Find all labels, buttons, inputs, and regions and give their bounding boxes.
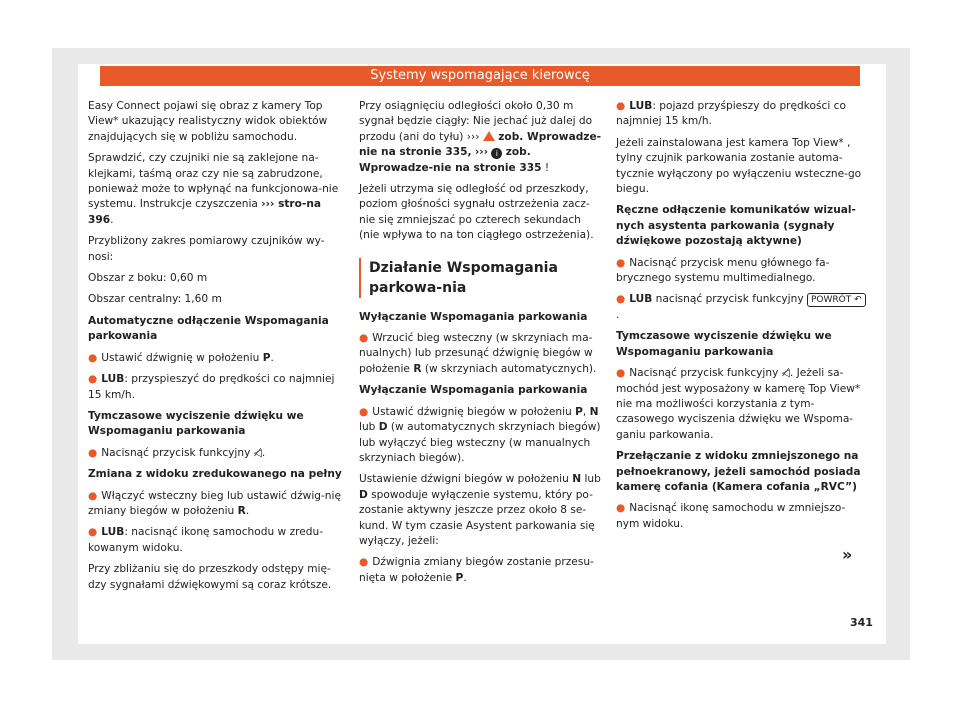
bullet-icon: ● [88,489,98,502]
bullet-icon: ● [616,100,626,112]
bullet-item: ● Ustawić dźwignię w położeniu P. [88,351,274,364]
subheading: Przełączanie z widoku zmniejszonego na pełnoekranowy, jeżeli samochód posiada kamerę cofania (Kamera cofania „RVC”) [616,450,861,493]
paragraph-text: Sprawdzić, czy czujniki nie są zaklejone na-klejkami, taśmą oraz czy nie są zabrudzone, ponieważ może to wpłynąć na funkcjonowa-nie systemu. Instrukcje czyszczenia [88,152,339,211]
continue-marker: » [842,545,853,564]
bullet-icon: ● [616,502,626,515]
bullet-item: ● LUB: przyspieszyć do prędkości co najmniej 15 km/h. [88,373,335,401]
bullet-item: ● Ustawić dźwignię biegów w położeniu P, N lub D (w automatycznych skrzyniach biegów) lub wyłączyć bieg wsteczny (w manualnych skrzyniach biegów). [359,405,601,464]
subheading: Tymczasowe wyciszenie dźwięku we Wspomaganiu parkowania [616,330,832,358]
bullet-icon: ● [616,367,626,380]
column-1 [88,99,346,599]
subheading: Automatyczne odłączenie Wspomagania parkowania [88,314,329,343]
cross-reference-link[interactable]: ››› stro-na 396 [88,198,322,226]
bullet-icon: ● [616,256,626,269]
section-heading: Działanie Wspomagania parkowa-nia [359,258,604,298]
info-icon: i [491,148,502,159]
bullet-item: ● Nacisnąć przycisk funkcyjny ◁̸. [88,446,266,459]
subheading: Wyłączanie Wspomagania parkowania [359,384,588,397]
warning-icon [483,131,495,141]
cross-reference-link[interactable]: zob. Wprowadze-nie na stronie 335 [359,146,542,174]
bullet-item: ● Wrzucić bieg wsteczny (w skrzyniach ma-nualnych) lub przesunąć dźwignię biegów w położenie R (w skrzyniach automatycznych). [359,332,597,375]
page-number: 341 [850,616,873,629]
paragraph: Sprawdzić, czy czujniki nie są zaklejone na-klejkami, taśmą oraz czy nie są zabrudzone, ponieważ może to wpłynąć na funkcjonowa-nie systemu. Instrukcje czyszczenia ››› stro-na 396. [88,152,339,226]
column-2 [359,99,604,592]
bullet-item: ● Nacisnąć przycisk menu głównego fa-brycznego systemu multimedialnego. [616,256,830,285]
paragraph: Jeżeli zainstalowana jest kamera Top View* , tylny czujnik parkowania zostanie automa-tycznie wyłączony po wyłączeniu wsteczne-go biegu. [616,136,862,196]
paragraph: Obszar z boku: 0,60 m [88,272,208,285]
cross-reference-link[interactable]: zob. Wprowadze-nie na stronie 335, [359,130,602,159]
paragraph: Przy zbliżaniu się do przeszkody odstępy mię-dzy sygnałami dźwiękowymi są coraz krótsze. [88,563,332,591]
bullet-icon: ● [359,332,369,345]
bullet-item: ● LUB: pojazd przyśpieszy do prędkości co najmniej 15 km/h. [616,100,846,128]
subheading: Wyłączanie Wspomagania parkowania [359,310,588,323]
back-key-icon: POWRÓT ↶ [807,293,866,307]
paragraph: Przybliżony zakres pomiarowy czujników wy-nosi: [88,235,325,263]
paragraph: Przy osiągnięciu odległości około 0,30 m sygnał będzie ciągły: Nie jechać już dalej do przodu (ani do tyłu) ››› zob. Wprowadze-nie na stronie 335, ››› i zob. Wprowadze-nie na stronie 335 ! [359,100,602,174]
bullet-item: ● LUB: nacisnąć ikonę samochodu w zredu-kowanym widoku. [88,526,324,554]
subheading: Tymczasowe wyciszenie dźwięku we Wspomaganiu parkowania [88,409,304,438]
subheading: Zmiana z widoku zredukowanego na pełny [88,468,342,481]
bullet-icon: ● [88,351,98,364]
paragraph: Ustawienie dźwigni biegów w położeniu N lub D spowoduje wyłączenie systemu, który po-zostanie aktywny jeszcze przez około 8 se-kund. W tym czasie Asystent parkowania się wyłączy, jeżeli: [359,473,601,547]
column-3 [616,99,866,538]
bullet-item: ● Dźwignia zmiany biegów zostanie przesu-nięta w położenie P. [359,556,594,584]
bullet-icon: ● [88,373,98,386]
bullet-item: ● Nacisnąć przycisk funkcyjny ◁̸. Jeżeli sa-mochód jest wyposażony w kamerę Top View* nie ma możliwości korzystania z tym-czasowego wyciszenia dźwięku we Wspoma-ganiu parkowania. [616,367,861,441]
bullet-icon: ● [88,446,98,459]
bullet-item: ● LUB nacisnąć przycisk funkcyjny POWRÓT ↶. [616,292,866,323]
bullet-icon: ● [359,405,369,418]
bullet-item: ● Nacisnąć ikonę samochodu w zmniejszo-nym widoku. [616,502,846,530]
page-header: Systemy wspomagające kierowcę [100,66,860,86]
paragraph: Jeżeli utrzyma się odległość od przeszkody, poziom głośności sygnału ostrzeżenia zacz-nie się zmniejszać po czterech sekundach (nie wpływa to na ton ciągłego ostrzeżenia). [359,183,594,242]
paragraph: Easy Connect pojawi się obraz z kamery Top View* ukazujący realistyczny widok obiektów znajdujących się w pobliżu samochodu. [88,100,328,143]
subheading: Ręczne odłączenie komunikatów wizual-nych asystenta parkowania (sygnały dźwiękowe pozostają aktywne) [616,204,856,248]
bullet-icon: ● [359,556,369,569]
bullet-icon: ● [616,293,626,306]
paragraph: Obszar centralny: 1,60 m [88,293,222,306]
bullet-icon: ● [88,526,98,539]
bullet-item: ● Włączyć wsteczny bieg lub ustawić dźwig-nię zmiany biegów w położeniu R. [88,489,341,517]
